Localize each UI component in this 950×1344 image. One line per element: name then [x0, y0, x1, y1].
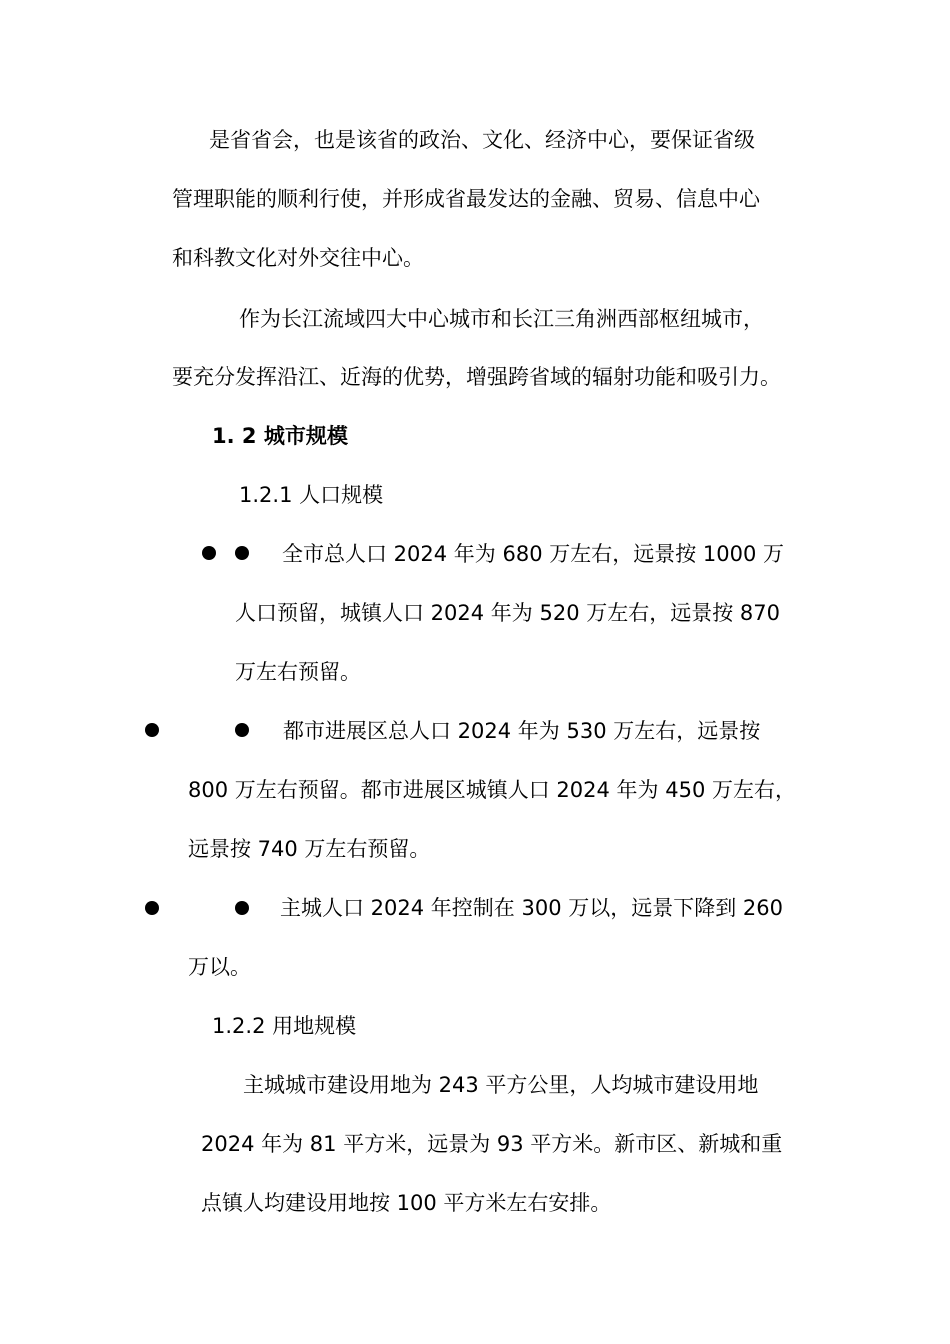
subsection-heading-1-2-2: 1.2.2 用地规模 — [212, 1014, 357, 1038]
bullet-3-line-2: 万以。 — [188, 955, 251, 979]
bullet-2-line-1: 都市进展区总人口 2024 年为 530 万左右，远景按 — [283, 719, 761, 743]
position-line-2: 要充分发挥沿江、近海的优势，增强跨省域的辐射功能和吸引力。 — [172, 365, 781, 389]
intro-line-2: 管理职能的顺利行使，并形成省最发达的金融、贸易、信息中心 — [172, 187, 760, 211]
section-heading-1-2: 1. 2 城市规模 — [212, 424, 348, 448]
bullet-icon — [235, 901, 249, 915]
subsection-heading-1-2-1: 1.2.1 人口规模 — [239, 483, 384, 507]
land-line-1: 主城城市建设用地为 243 平方公里，人均城市建设用地 — [243, 1073, 759, 1097]
bullet-icon — [202, 546, 216, 560]
bullet-icon — [235, 546, 249, 560]
bullet-1-line-1: 全市总人口 2024 年为 680 万左右，远景按 1000 万 — [282, 542, 785, 566]
land-line-2: 2024 年为 81 平方米，远景为 93 平方米。新市区、新城和重 — [201, 1132, 783, 1156]
bullet-3-line-1: 主城人口 2024 年控制在 300 万以，远景下降到 260 — [280, 896, 783, 920]
land-line-3: 点镇人均建设用地按 100 平方米左右安排。 — [201, 1191, 612, 1215]
bullet-icon — [145, 901, 159, 915]
intro-line-3: 和科教文化对外交往中心。 — [172, 246, 424, 270]
bullet-2-line-3: 远景按 740 万左右预留。 — [188, 837, 431, 861]
intro-line-1: 是省省会，也是该省的政治、文化、经济中心，要保证省级 — [209, 128, 755, 152]
bullet-2-line-2: 800 万左右预留。都市进展区城镇人口 2024 年为 450 万左右， — [188, 778, 796, 802]
bullet-icon — [145, 723, 159, 737]
bullet-1-line-2: 人口预留，城镇人口 2024 年为 520 万左右，远景按 870 — [235, 601, 780, 625]
bullet-icon — [235, 723, 249, 737]
position-line-1: 作为长江流域四大中心城市和长江三角洲西部枢纽城市， — [239, 307, 764, 331]
bullet-1-line-3: 万左右预留。 — [235, 660, 361, 684]
